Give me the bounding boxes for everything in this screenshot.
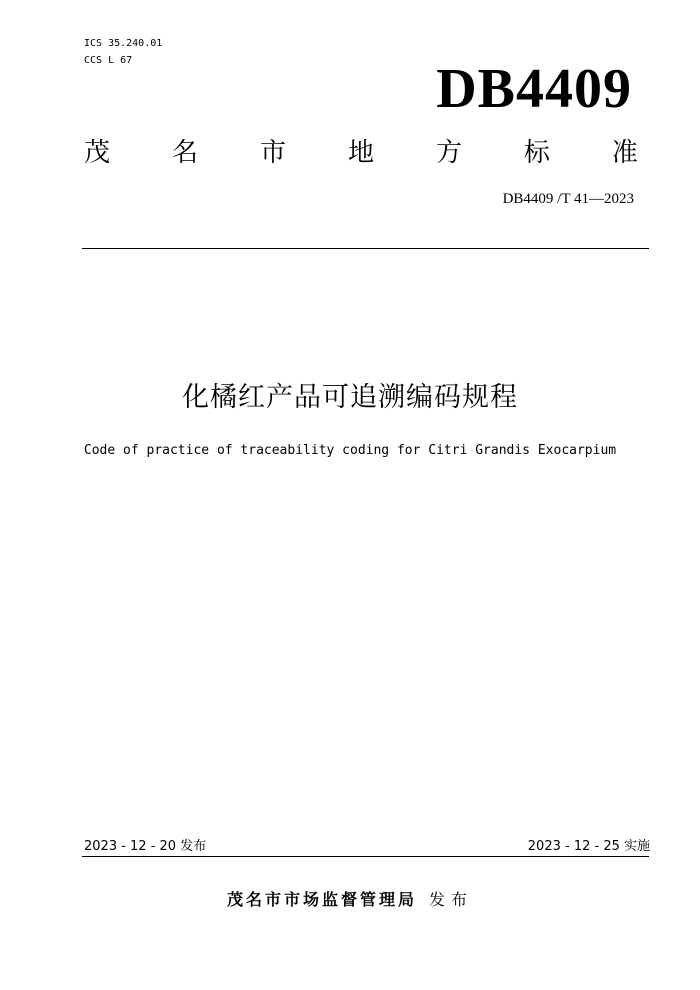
standard-type-char: 标 [523, 138, 550, 168]
standard-type-char: 地 [347, 138, 374, 168]
standard-type-char: 方 [435, 138, 462, 168]
document-title-english: Code of practice of traceability coding for Citri Grandis Exocarpium [83, 443, 617, 458]
standard-type-char: 名 [171, 138, 198, 168]
ics-code: ICS 35.240.01 [84, 38, 163, 49]
publisher-organization: 茂名市市场监督管理局 [226, 890, 417, 909]
issue-date: 2023 - 12 - 20 发布 [84, 839, 207, 854]
publisher-line [0, 888, 700, 912]
publisher-action: 发布 [429, 890, 474, 909]
standard-prefix-code: DB4409 [436, 58, 632, 120]
standard-type-char: 准 [611, 138, 638, 168]
footer-divider [82, 856, 649, 857]
standard-type-char: 茂 [84, 138, 111, 168]
standard-type-char: 市 [259, 138, 286, 168]
implementation-date: 2023 - 12 - 25 实施 [527, 839, 650, 854]
header-divider [82, 248, 649, 249]
document-title-chinese: 化橘红产品可追溯编码规程 [182, 382, 518, 413]
standard-type-title [84, 136, 638, 170]
standard-number: DB4409 /T 41—2023 [502, 191, 634, 207]
ccs-code: CCS L 67 [84, 55, 133, 66]
